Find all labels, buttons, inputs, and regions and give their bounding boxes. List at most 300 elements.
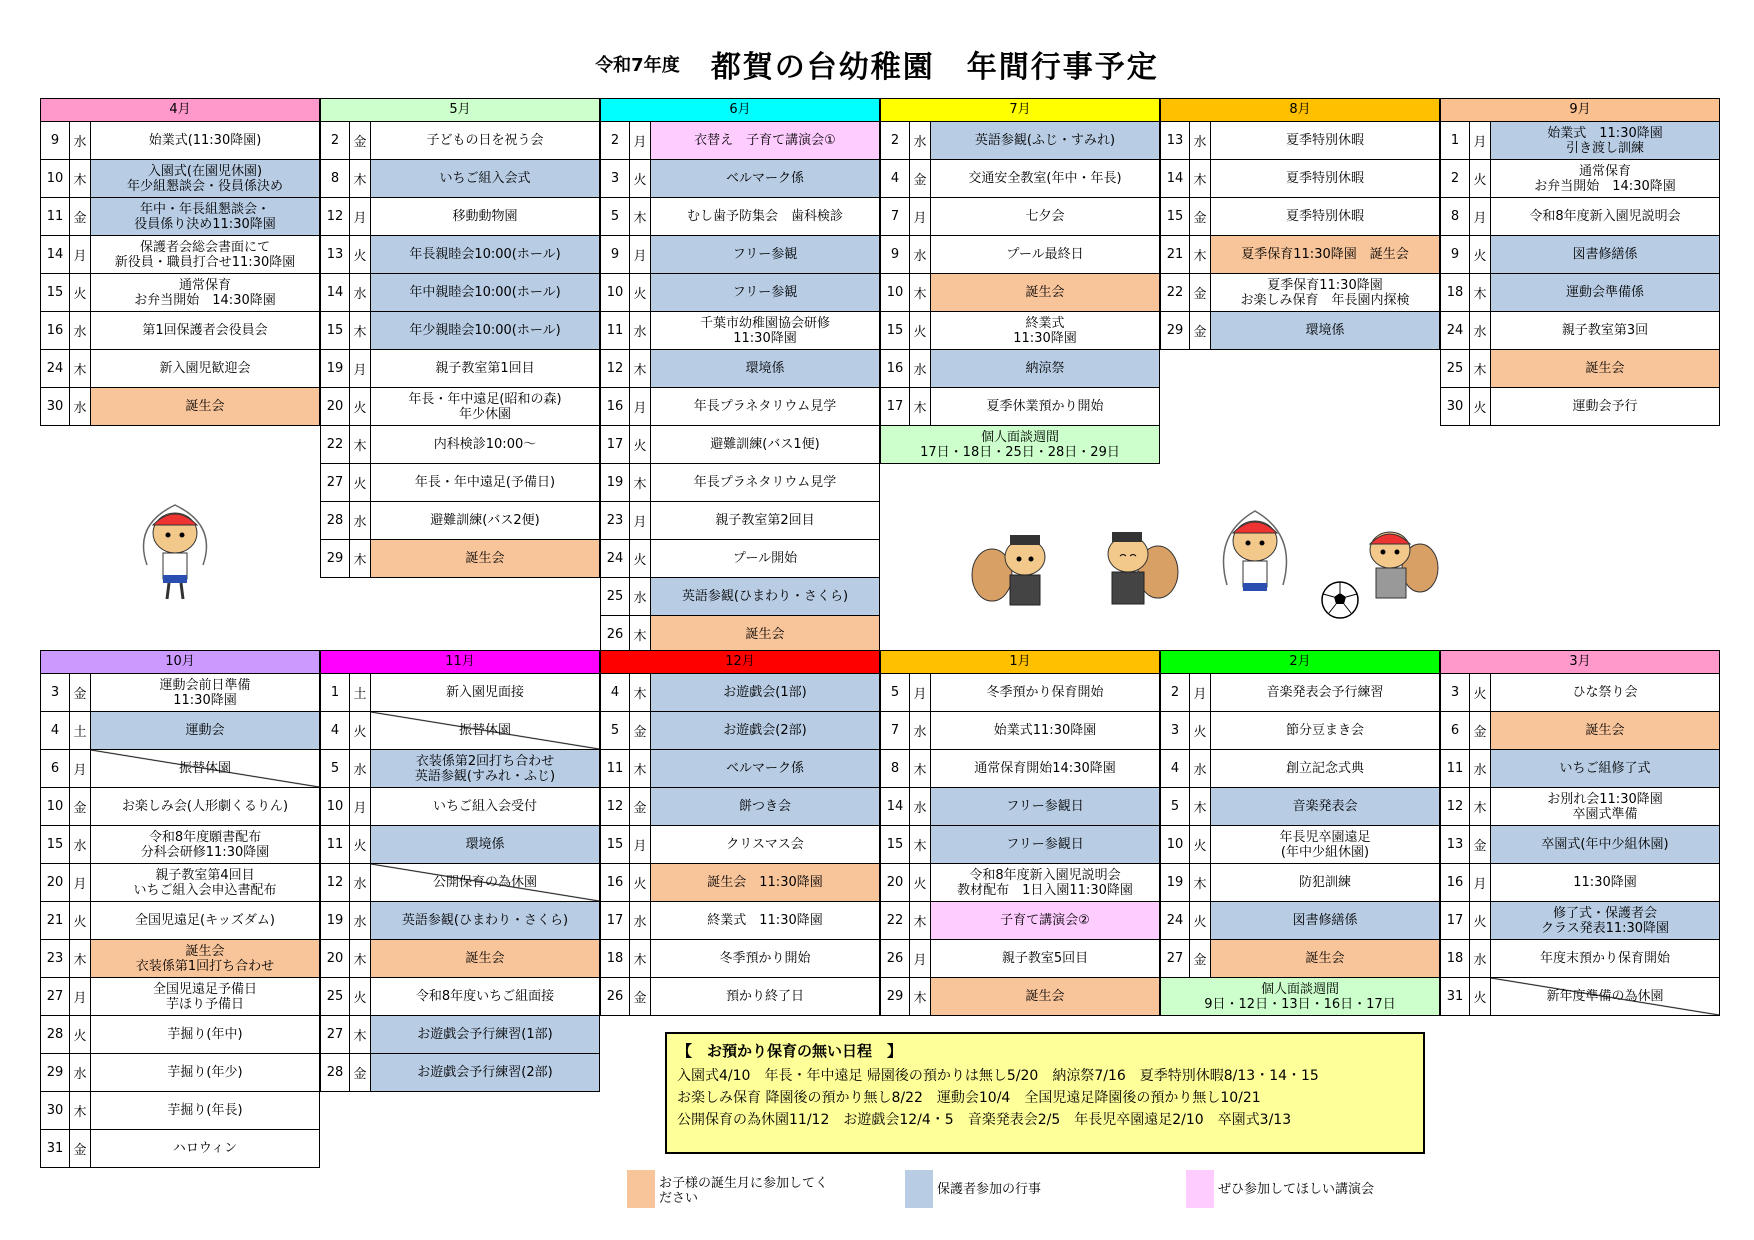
event-weekday: 火 [70,902,91,939]
event-date: 4 [1161,750,1190,787]
event-weekday: 月 [70,750,91,787]
event-date: 28 [321,502,350,539]
month-header: 9月 [1440,98,1720,122]
event-title: フリー参観日 [931,826,1159,863]
event-weekday: 火 [350,464,371,501]
event-row [320,674,600,712]
event-weekday: 水 [350,902,371,939]
event-row [600,464,880,502]
event-weekday: 木 [1190,160,1211,197]
event-weekday: 月 [630,826,651,863]
event-weekday: 火 [1190,712,1211,749]
event-date: 20 [321,940,350,977]
notice-line: お楽しみ保育 降園後の預かり無し8/22 運動会10/4 全国児遠足降園後の預かり無し10/21 [677,1090,1261,1106]
event-weekday: 火 [630,426,651,463]
month-header: 10月 [40,650,320,674]
document-title: 都賀の台幼稚園 年間行事予定 [710,50,1159,85]
event-date: 16 [601,864,630,901]
event-row [40,274,320,312]
event-weekday: 金 [350,1054,371,1091]
event-row [880,122,1160,160]
month-column [880,98,1160,464]
event-title: お遊戯会(2部) [651,712,879,749]
event-row [1160,236,1440,274]
event-title: 親子教室第3回 [1561,323,1649,338]
event-title: 夏季特別休暇 [1285,171,1364,186]
event-date: 18 [1441,940,1470,977]
event-weekday: 木 [630,350,651,387]
event-title: 保護者会総会書面にて 新役員・職員打合せ11:30降園 [114,239,296,270]
event-weekday: 木 [910,388,931,425]
event-title: プール開始 [732,551,798,566]
event-date: 5 [881,674,910,711]
event-date: 9 [41,122,70,159]
event-date: 26 [601,616,630,653]
event-title: ハロウィン [172,1141,238,1156]
legend-swatch [1186,1170,1214,1208]
event-date: 8 [1441,198,1470,235]
event-date: 12 [601,788,630,825]
event-row [1440,750,1720,788]
event-date: 12 [321,864,350,901]
event-weekday: 水 [1470,940,1491,977]
event-weekday: 木 [350,426,371,463]
event-date: 3 [1441,674,1470,711]
event-date: 15 [881,312,910,349]
event-date: 16 [601,388,630,425]
legend-birthday [627,1170,839,1208]
event-date: 1 [1441,122,1470,159]
event-date: 25 [321,978,350,1015]
month-header: 12月 [600,650,880,674]
event-title: むし歯予防集会 歯科検診 [686,209,843,224]
event-weekday: 木 [910,826,931,863]
event-weekday: 月 [910,198,931,235]
event-row [880,350,1160,388]
event-title: 内科検診10:00～ [433,437,537,452]
event-weekday: 木 [1470,350,1491,387]
event-weekday: 木 [70,160,91,197]
event-weekday: 金 [70,674,91,711]
event-title: 英語参観(ふじ・すみれ) [931,122,1159,159]
squirrel-mascot-smiling-icon [1090,522,1180,612]
event-row [40,1130,320,1168]
event-weekday: 月 [1190,674,1211,711]
event-title: ひな祭り会 [1572,685,1638,700]
event-title: 預かり終了日 [725,989,804,1004]
event-date: 12 [1441,788,1470,825]
event-row [600,616,880,654]
event-row [320,1016,600,1054]
event-title: 環境係 [1211,312,1439,349]
event-title: 夏季特別休暇 [1285,133,1364,148]
event-weekday: 水 [910,350,931,387]
squirrel-mascot-jumping-icon [1215,505,1295,615]
event-row [600,750,880,788]
event-weekday: 火 [350,236,371,273]
event-row [600,312,880,350]
event-row [880,864,1160,902]
event-row [1160,122,1440,160]
event-row [1440,978,1720,1016]
event-title: いちご組修了式 [1491,750,1719,787]
event-date: 5 [1161,788,1190,825]
event-title: 芋掘り(年少) [167,1065,243,1080]
event-row [40,1092,320,1130]
event-title: 新入園児面接 [445,685,524,700]
event-date: 25 [601,578,630,615]
event-title: 英語参観(ひまわり・さくら) [371,902,599,939]
event-weekday: 木 [350,160,371,197]
event-date: 8 [881,750,910,787]
event-weekday: 水 [630,902,651,939]
event-weekday: 月 [630,236,651,273]
event-date: 2 [1441,160,1470,197]
event-title: 年長児卒園遠足 (年中少組休園) [1279,829,1371,860]
event-date: 22 [1161,274,1190,311]
event-date: 20 [881,864,910,901]
event-weekday: 水 [350,502,371,539]
month-column [600,650,880,1016]
event-title: 誕生会 [931,274,1159,311]
event-row [40,350,320,388]
event-title: 千葉市幼稚園協会研修 11:30降園 [699,315,830,346]
event-date: 16 [1441,864,1470,901]
event-weekday: 火 [1470,236,1491,273]
event-row [40,388,320,426]
event-row [320,978,600,1016]
event-row [600,940,880,978]
event-weekday: 金 [70,788,91,825]
event-title: 芋掘り(年中) [167,1027,243,1042]
event-title: 運動会予行 [1572,399,1638,414]
event-date: 13 [1161,122,1190,159]
page-title [0,42,1754,86]
event-date: 27 [1161,940,1190,977]
event-title: 図書修繕係 [1491,236,1719,273]
event-row [1440,864,1720,902]
event-weekday: 木 [630,464,651,501]
event-row [320,540,600,578]
event-title: 芋掘り(年長) [167,1103,243,1118]
event-weekday: 水 [70,312,91,349]
event-date: 21 [41,902,70,939]
event-title: 第1回保護者会役員会 [142,323,268,338]
event-date: 15 [41,826,70,863]
notice-line: 入園式4/10 年長・年中遠足 帰園後の預かりは無し5/20 納涼祭7/16 夏季特別休暇8/13・14・15 [677,1068,1319,1084]
event-weekday: 木 [1190,236,1211,273]
event-title: 創立記念式典 [1285,761,1364,776]
event-title: 通常保育開始14:30降園 [974,761,1116,776]
event-date: 13 [1441,826,1470,863]
event-title: 通常保育 お弁当開始 14:30降園 [1534,163,1676,194]
event-row [1160,864,1440,902]
event-weekday: 木 [1190,864,1211,901]
event-weekday: 水 [70,122,91,159]
event-date: 10 [41,160,70,197]
event-row [600,788,880,826]
event-weekday: 木 [350,312,371,349]
event-row [880,902,1160,940]
event-title: 運動会前日準備 11:30降園 [159,677,251,708]
event-title: 誕生会 11:30降園 [651,864,879,901]
event-title: 卒園式(年中少組休園) [1491,826,1719,863]
event-date: 4 [321,712,350,749]
event-row [320,788,600,826]
event-row [1440,826,1720,864]
event-row [880,712,1160,750]
event-row [40,1054,320,1092]
event-title: 令和8年度いちご組面接 [415,989,555,1004]
event-weekday: 金 [630,978,651,1015]
event-weekday: 土 [350,674,371,711]
event-date: 10 [881,274,910,311]
event-title: お別れ会11:30降園 卒園式準備 [1547,791,1663,822]
event-row [40,712,320,750]
event-row [320,864,600,902]
event-date: 23 [41,940,70,977]
event-row [600,826,880,864]
month-header: 5月 [320,98,600,122]
event-weekday: 月 [350,350,371,387]
event-date: 22 [881,902,910,939]
event-title: 子どもの日を祝う会 [426,133,544,148]
event-date: 5 [601,198,630,235]
event-weekday: 月 [70,978,91,1015]
event-title: 冬季預かり保育開始 [986,685,1104,700]
month-header: 2月 [1160,650,1440,674]
event-date: 4 [601,674,630,711]
event-title: 避難訓練(バス2便) [430,513,540,528]
event-title: 新年度準備の為休園 [1491,978,1719,1015]
event-title: 年長プラネタリウム見学 [693,399,837,414]
event-weekday: 水 [70,1054,91,1091]
event-row [1440,312,1720,350]
event-date: 2 [1161,674,1190,711]
event-weekday: 金 [1190,198,1211,235]
event-row [1160,312,1440,350]
event-row [1160,712,1440,750]
event-row [40,902,320,940]
event-date: 3 [41,674,70,711]
event-date: 2 [601,122,630,159]
event-title: 夏季保育11:30降園 誕生会 [1211,236,1439,273]
event-row [1160,940,1440,978]
event-date: 24 [41,350,70,387]
event-weekday: 月 [1470,122,1491,159]
event-row [320,750,600,788]
event-weekday: 木 [1470,788,1491,825]
event-title: 終業式 11:30降園 [1013,315,1077,346]
event-weekday: 金 [630,712,651,749]
event-title: 年長・年中遠足(予備日) [414,475,556,490]
event-row [880,750,1160,788]
event-row [1440,712,1720,750]
event-date: 1 [321,674,350,711]
legend-lecture [1186,1170,1398,1208]
event-row [320,502,600,540]
event-weekday: 水 [350,864,371,901]
event-title: 音楽発表会予行練習 [1266,685,1384,700]
event-date: 5 [601,712,630,749]
event-title: いちご組入会受付 [432,799,537,814]
event-weekday: 金 [1190,274,1211,311]
event-date: 9 [601,236,630,273]
event-title: 振替休園 [371,712,599,749]
event-title: お遊戯会予行練習(2部) [371,1054,599,1091]
event-title: 修了式・保護者会 クラス発表11:30降園 [1491,902,1719,939]
event-row [600,540,880,578]
squirrel-mascot-uniform-icon [970,525,1060,615]
event-weekday: 水 [70,388,91,425]
month-header: 1月 [880,650,1160,674]
event-row [600,274,880,312]
event-row [320,388,600,426]
event-row [320,1054,600,1092]
event-weekday: 火 [910,312,931,349]
event-weekday: 火 [1190,826,1211,863]
month-column [1160,650,1440,1016]
event-title: 衣替え 子育て講演会① [651,122,879,159]
event-date: 15 [41,274,70,311]
event-row [1440,674,1720,712]
event-weekday: 水 [630,312,651,349]
event-row [600,712,880,750]
interview-week-note: 個人面談週間 9日・12日・13日・16日・17日 [1160,978,1440,1016]
event-row [600,578,880,616]
event-weekday: 金 [1470,826,1491,863]
event-title: 年長プラネタリウム見学 [693,475,837,490]
event-date: 10 [41,788,70,825]
event-date: 27 [321,1016,350,1053]
event-title: 親子教室第4回目 いちご組入会申込書配布 [133,867,277,898]
event-row [40,750,320,788]
event-row [600,122,880,160]
event-weekday: 水 [910,712,931,749]
event-row [880,274,1160,312]
event-date: 27 [41,978,70,1015]
event-weekday: 水 [910,788,931,825]
event-weekday: 火 [630,864,651,901]
event-weekday: 水 [1190,750,1211,787]
month-column [320,650,600,1092]
event-date: 26 [601,978,630,1015]
event-date: 31 [41,1130,70,1167]
event-date: 20 [41,864,70,901]
event-row [40,312,320,350]
event-date: 2 [881,122,910,159]
event-row [40,122,320,160]
event-weekday: 火 [1470,674,1491,711]
month-column [600,98,880,654]
event-weekday: 月 [350,788,371,825]
fiscal-year: 令和7年度 [595,55,680,76]
event-row [1440,160,1720,198]
event-date: 11 [1441,750,1470,787]
event-date: 17 [601,902,630,939]
event-weekday: 水 [1470,750,1491,787]
event-weekday: 木 [350,1016,371,1053]
event-date: 6 [1441,712,1470,749]
event-weekday: 水 [350,750,371,787]
month-column [40,98,320,426]
event-title: 入園式(在園児休園) 年少組懇談会・役員係決め [91,160,319,197]
event-row [1160,750,1440,788]
event-weekday: 月 [630,388,651,425]
event-date: 4 [41,712,70,749]
event-weekday: 火 [910,864,931,901]
event-date: 14 [321,274,350,311]
event-weekday: 木 [910,978,931,1015]
event-row [320,236,600,274]
event-row [1440,788,1720,826]
event-title: 夏季保育11:30降園 お楽しみ保育 年長園内探検 [1240,277,1410,308]
event-title: 令和8年度新入園児説明会 [1529,209,1681,224]
event-date: 15 [321,312,350,349]
event-weekday: 木 [70,940,91,977]
event-title: 節分豆まき会 [1285,723,1364,738]
event-row [880,978,1160,1016]
event-date: 29 [1161,312,1190,349]
event-date: 26 [881,940,910,977]
event-weekday: 金 [1190,312,1211,349]
event-row [40,788,320,826]
event-row [40,826,320,864]
event-row [880,788,1160,826]
event-title: 子育て講演会② [931,902,1159,939]
event-title: 環境係 [651,350,879,387]
event-date: 14 [41,236,70,273]
event-row [600,426,880,464]
event-date: 7 [881,198,910,235]
event-row [40,1016,320,1054]
event-row [320,198,600,236]
event-title: 年長・年中遠足(昭和の森) 年少休園 [408,391,562,422]
event-title: 誕生会 [1211,940,1439,977]
event-weekday: 木 [350,940,371,977]
notice-line: 公開保育の為休園11/12 お遊戯会12/4・5 音楽発表会2/5 年長児卒園遠足2/10 卒園式3/13 [677,1112,1292,1128]
event-row [40,978,320,1016]
event-date: 10 [321,788,350,825]
legend-parent-event [905,1170,1117,1208]
event-row [1440,122,1720,160]
event-weekday: 金 [350,122,371,159]
event-title: 避難訓練(バス1便) [710,437,820,452]
event-row [320,426,600,464]
event-row [600,160,880,198]
no-childcare-notice [665,1032,1425,1154]
month-header: 4月 [40,98,320,122]
event-date: 10 [1161,826,1190,863]
event-weekday: 木 [910,274,931,311]
event-weekday: 火 [1470,160,1491,197]
event-row [1440,236,1720,274]
event-date: 28 [41,1016,70,1053]
event-title: 餅つき会 [651,788,879,825]
event-title: 令和8年度願書配布 分科会研修11:30降園 [140,829,270,860]
event-weekday: 木 [630,198,651,235]
event-title: 年度末預かり保育開始 [1539,951,1670,966]
event-weekday: 木 [630,750,651,787]
event-date: 24 [601,540,630,577]
event-row [1440,388,1720,426]
event-row [600,236,880,274]
legend-swatch [905,1170,933,1208]
event-date: 27 [321,464,350,501]
event-weekday: 月 [910,674,931,711]
month-column [1440,650,1720,1016]
event-title: 終業式 11:30降園 [707,913,823,928]
